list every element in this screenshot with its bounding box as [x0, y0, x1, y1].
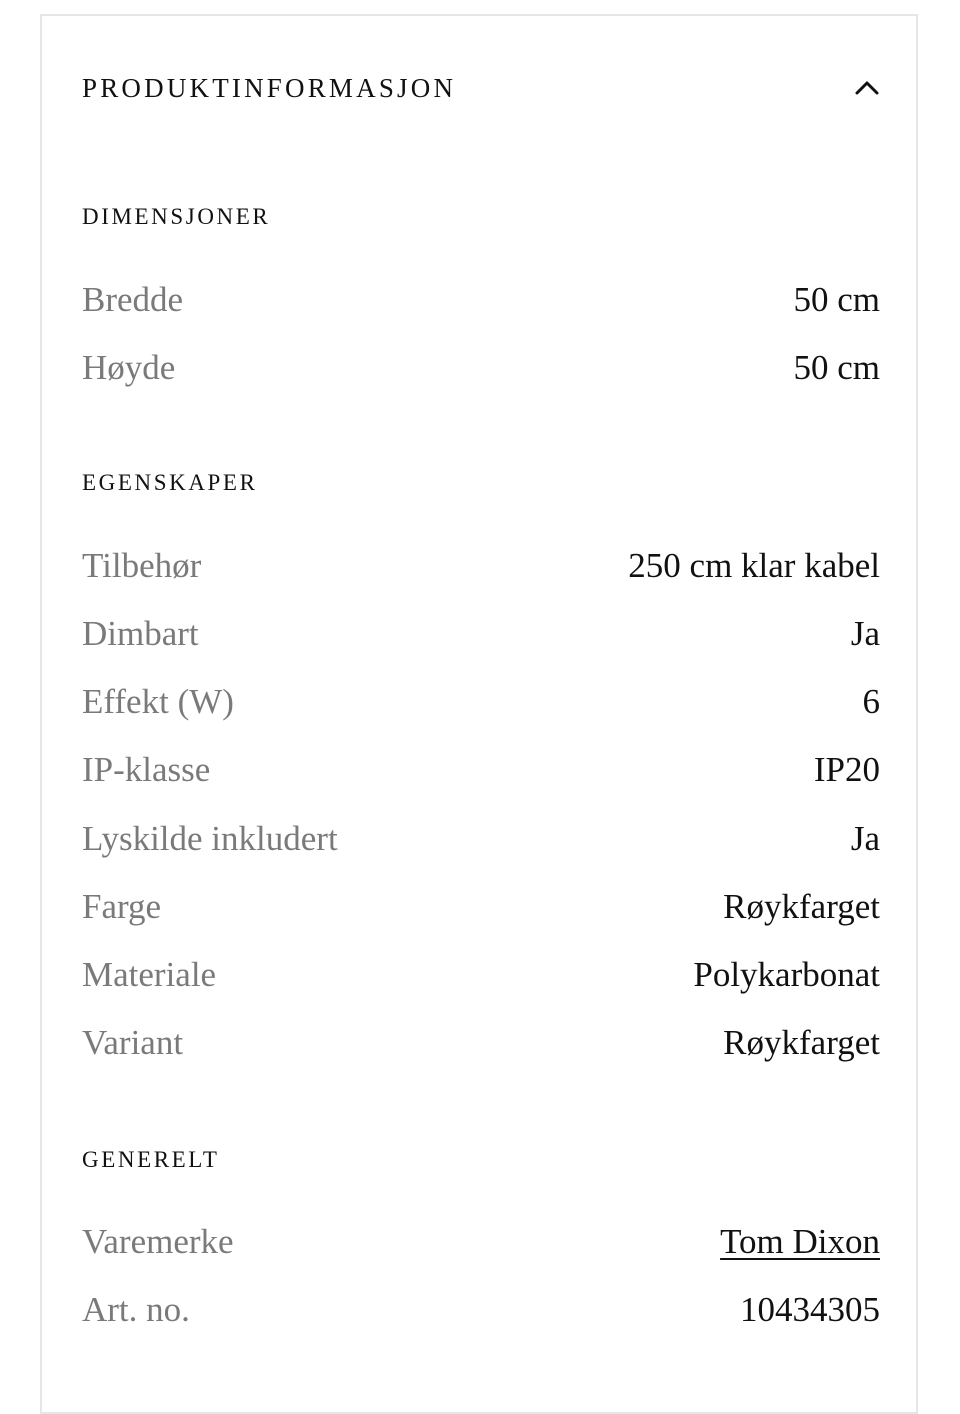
spec-value: Ja	[850, 819, 880, 858]
chevron-up-icon[interactable]	[854, 75, 880, 101]
spec-label: Varemerke	[82, 1222, 234, 1261]
spec-value: 10434305	[740, 1290, 880, 1329]
accordion-title: PRODUKTINFORMASJON	[82, 72, 457, 103]
spec-row-farge	[82, 877, 880, 937]
product-info-panel	[40, 14, 918, 1414]
spec-row-dimbart	[82, 604, 880, 664]
spec-label: Lyskilde inkludert	[82, 819, 338, 858]
spec-value: Ja	[850, 614, 880, 653]
brand-link[interactable]: Tom Dixon	[720, 1222, 880, 1261]
spec-row-art-no	[82, 1280, 880, 1340]
spec-row-ip-klasse	[82, 740, 880, 800]
spec-label: Bredde	[82, 280, 184, 319]
section-title-egenskaper: EGENSKAPER	[82, 470, 258, 495]
spec-row-variant	[82, 1013, 880, 1073]
spec-label: Dimbart	[82, 614, 199, 653]
spec-label: Høyde	[82, 348, 176, 387]
spec-label: Materiale	[82, 955, 217, 994]
spec-value: 6	[862, 682, 880, 721]
spec-value: 50 cm	[793, 348, 880, 387]
spec-value: IP20	[813, 750, 880, 789]
spec-label: Farge	[82, 887, 162, 926]
spec-value: Røykfarget	[723, 887, 880, 926]
spec-label: Variant	[82, 1023, 184, 1062]
spec-value: 250 cm klar kabel	[628, 546, 880, 585]
spec-row-hoyde	[82, 338, 880, 398]
spec-value: Polykarbonat	[693, 955, 880, 994]
spec-label: IP-klasse	[82, 750, 211, 789]
spec-row-varemerke	[82, 1212, 880, 1272]
spec-value: 50 cm	[793, 280, 880, 319]
spec-row-bredde	[82, 270, 880, 330]
spec-label: Art. no.	[82, 1290, 190, 1329]
product-info-accordion-toggle[interactable]	[82, 66, 880, 110]
section-title-dimensjoner: DIMENSJONER	[82, 204, 271, 229]
spec-label: Tilbehør	[82, 546, 202, 585]
spec-row-tilbehor	[82, 536, 880, 596]
spec-value: Røykfarget	[723, 1023, 880, 1062]
spec-label: Effekt (W)	[82, 682, 234, 721]
spec-row-materiale	[82, 945, 880, 1005]
spec-row-lyskilde	[82, 809, 880, 869]
spec-row-effekt	[82, 672, 880, 732]
section-title-generelt: GENERELT	[82, 1147, 220, 1172]
